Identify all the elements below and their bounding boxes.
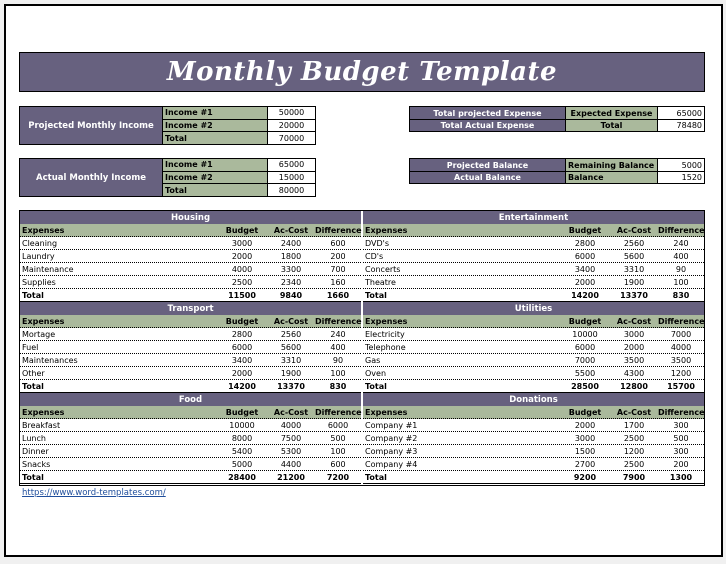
actual-cost-cell[interactable]: 2500 — [623, 459, 645, 469]
summary-name: Remaining Balance — [565, 159, 657, 171]
transport-table — [20, 302, 361, 393]
column-header-budget: Budget — [225, 225, 259, 235]
budget-cell[interactable]: 7000 — [574, 355, 596, 365]
column-header-difference: Difference — [315, 407, 362, 417]
total-actual-cost[interactable]: 7900 — [622, 472, 646, 482]
budget-cell[interactable]: 5500 — [574, 368, 596, 378]
actual-cost-cell[interactable]: 2500 — [623, 433, 645, 443]
budget-cell[interactable]: 3400 — [574, 264, 596, 274]
column-header-difference: Difference — [658, 316, 705, 326]
budget-cell[interactable]: 3400 — [231, 355, 253, 365]
income-name: Total — [162, 132, 267, 144]
table-header-row — [363, 406, 704, 419]
actual-cost-cell[interactable]: 7500 — [280, 433, 302, 443]
budget-cell[interactable]: 2000 — [574, 420, 596, 430]
expense-name[interactable]: Snacks — [22, 459, 51, 469]
actual-cost-cell[interactable]: 4300 — [623, 368, 645, 378]
total-actual-cost[interactable]: 12800 — [620, 381, 648, 391]
budget-cell[interactable]: 6000 — [574, 251, 596, 261]
total-label: Total — [365, 290, 387, 300]
summary-name: Expected Expense — [565, 107, 657, 119]
difference-cell[interactable]: 4000 — [670, 342, 692, 352]
budget-cell[interactable]: 4000 — [231, 264, 253, 274]
table-title: Entertainment — [363, 211, 704, 224]
income-row — [162, 119, 315, 132]
total-difference[interactable]: 830 — [672, 290, 690, 300]
table-row — [363, 445, 704, 458]
table-total-row — [20, 380, 361, 393]
actual-cost-cell[interactable]: 2340 — [280, 277, 302, 287]
column-header-difference: Difference — [315, 316, 362, 326]
difference-cell[interactable]: 600 — [330, 459, 346, 469]
actual-cost-cell[interactable]: 1900 — [280, 368, 302, 378]
budget-cell[interactable]: 10000 — [572, 329, 598, 339]
expense-name[interactable]: Maintenance — [22, 264, 74, 274]
difference-cell[interactable]: 100 — [673, 277, 689, 287]
income-name: Income #1 — [162, 159, 267, 171]
income-row — [162, 171, 315, 184]
column-header-difference: Difference — [658, 225, 705, 235]
expense-name[interactable]: Other — [22, 368, 45, 378]
actual-cost-cell[interactable]: 4400 — [280, 459, 302, 469]
column-header-actual: Ac-Cost — [616, 407, 652, 417]
income-total-value[interactable]: 70000 — [267, 132, 315, 144]
expense-name[interactable]: Laundry — [22, 251, 55, 261]
income-value[interactable]: 65000 — [267, 159, 315, 171]
expense-column-left — [20, 211, 361, 485]
difference-cell[interactable]: 7000 — [670, 329, 692, 339]
difference-cell[interactable]: 100 — [330, 446, 346, 456]
column-header-budget: Budget — [225, 407, 259, 417]
food-table — [20, 393, 361, 484]
balance-summary-block — [409, 158, 705, 184]
column-header-expenses: Expenses — [22, 407, 65, 417]
income-total-row — [162, 131, 315, 144]
budget-cell[interactable]: 2500 — [231, 277, 253, 287]
difference-cell[interactable]: 300 — [673, 446, 689, 456]
total-budget[interactable]: 28400 — [228, 472, 256, 482]
summary-row — [410, 171, 704, 183]
difference-cell[interactable]: 300 — [673, 420, 689, 430]
summary-value[interactable]: 65000 — [657, 107, 704, 119]
table-row — [20, 237, 361, 250]
table-title: Housing — [20, 211, 361, 224]
budget-cell[interactable]: 2000 — [231, 368, 253, 378]
actual-income-label: Actual Monthly Income — [20, 159, 162, 196]
total-difference[interactable]: 830 — [329, 381, 347, 391]
actual-cost-cell[interactable]: 3300 — [280, 264, 302, 274]
summary-row — [410, 107, 704, 119]
column-header-budget: Budget — [568, 316, 602, 326]
total-budget[interactable]: 9200 — [573, 472, 597, 482]
table-row — [20, 341, 361, 354]
budget-cell[interactable]: 10000 — [229, 420, 255, 430]
summary-value[interactable]: 5000 — [657, 159, 704, 171]
column-header-expenses: Expenses — [365, 316, 408, 326]
summary-name: Total — [565, 120, 657, 131]
difference-cell[interactable]: 200 — [330, 251, 346, 261]
total-budget[interactable]: 14200 — [228, 381, 256, 391]
actual-cost-cell[interactable]: 5300 — [280, 446, 302, 456]
total-difference[interactable]: 1660 — [326, 290, 350, 300]
table-row — [363, 354, 704, 367]
difference-cell[interactable]: 90 — [332, 355, 344, 365]
actual-cost-cell[interactable]: 4000 — [280, 420, 302, 430]
expense-name[interactable]: Company #2 — [365, 433, 418, 443]
difference-cell[interactable]: 6000 — [327, 420, 349, 430]
column-header-actual: Ac-Cost — [273, 316, 309, 326]
table-row — [363, 419, 704, 432]
difference-cell[interactable]: 400 — [673, 251, 689, 261]
column-header-expenses: Expenses — [22, 316, 65, 326]
difference-cell[interactable]: 600 — [330, 238, 346, 248]
actual-cost-cell[interactable]: 3310 — [623, 264, 645, 274]
actual-income-block — [19, 158, 316, 197]
income-name: Income #2 — [162, 120, 267, 132]
budget-cell[interactable]: 6000 — [574, 342, 596, 352]
total-actual-cost[interactable]: 13370 — [620, 290, 648, 300]
summary-label: Total projected Expense — [410, 107, 565, 119]
difference-cell[interactable]: 240 — [330, 329, 346, 339]
column-header-difference: Difference — [315, 225, 362, 235]
expense-name[interactable]: Oven — [365, 368, 387, 378]
summary-name: Balance — [565, 172, 657, 183]
income-name: Income #1 — [162, 107, 267, 119]
document-page — [4, 4, 723, 557]
table-row — [20, 432, 361, 445]
table-row — [20, 354, 361, 367]
difference-cell[interactable]: 240 — [673, 238, 689, 248]
expense-name[interactable]: Gas — [365, 355, 381, 365]
total-actual-cost[interactable]: 9840 — [279, 290, 303, 300]
total-difference[interactable]: 7200 — [326, 472, 350, 482]
budget-cell[interactable]: 2000 — [574, 277, 596, 287]
expense-name[interactable]: Company #3 — [365, 446, 418, 456]
actual-cost-cell[interactable]: 5600 — [280, 342, 302, 352]
footer-link[interactable]: https://www.word-templates.com/ — [22, 488, 166, 498]
actual-cost-cell[interactable]: 1800 — [280, 251, 302, 261]
expense-name[interactable]: Supplies — [22, 277, 56, 287]
total-budget[interactable]: 11500 — [228, 290, 256, 300]
table-total-row — [363, 471, 704, 484]
table-row — [363, 263, 704, 276]
expense-name[interactable]: Maintenances — [22, 355, 78, 365]
column-header-actual: Ac-Cost — [273, 407, 309, 417]
income-value[interactable]: 50000 — [267, 107, 315, 119]
table-row — [363, 458, 704, 471]
expense-name[interactable]: Fuel — [22, 342, 39, 352]
table-title: Utilities — [363, 302, 704, 315]
budget-cell[interactable]: 3000 — [231, 238, 253, 248]
expense-summary-block — [409, 106, 705, 132]
table-header-row — [20, 224, 361, 237]
table-title: Donations — [363, 393, 704, 406]
budget-cell[interactable]: 5400 — [231, 446, 253, 456]
table-row — [363, 367, 704, 380]
total-budget[interactable]: 14200 — [571, 290, 599, 300]
expense-name[interactable]: Telephone — [365, 342, 406, 352]
utilities-table — [363, 302, 704, 393]
summary-label: Projected Balance — [410, 159, 565, 171]
table-row — [20, 328, 361, 341]
total-label: Total — [22, 381, 44, 391]
table-row — [363, 341, 704, 354]
table-row — [20, 367, 361, 380]
column-header-actual: Ac-Cost — [616, 316, 652, 326]
page-title: Monthly Budget Template — [166, 57, 558, 87]
summary-label: Total Actual Expense — [410, 120, 565, 131]
column-header-budget: Budget — [568, 407, 602, 417]
table-row — [363, 328, 704, 341]
actual-cost-cell[interactable]: 1200 — [623, 446, 645, 456]
expense-name[interactable]: Mortage — [22, 329, 56, 339]
actual-cost-cell[interactable]: 2560 — [623, 238, 645, 248]
budget-cell[interactable]: 2800 — [574, 238, 596, 248]
difference-cell[interactable]: 700 — [330, 264, 346, 274]
expense-name[interactable]: Lunch — [22, 433, 46, 443]
table-row — [363, 237, 704, 250]
table-total-row — [363, 380, 704, 393]
income-value[interactable]: 20000 — [267, 120, 315, 132]
expense-name[interactable]: DVD's — [365, 238, 390, 248]
entertainment-table — [363, 211, 704, 302]
expense-name[interactable]: Cleaning — [22, 238, 58, 248]
table-total-row — [20, 471, 361, 484]
expense-name[interactable]: Electricity — [365, 329, 405, 339]
total-label: Total — [22, 290, 44, 300]
table-total-row — [20, 289, 361, 302]
column-header-expenses: Expenses — [365, 407, 408, 417]
column-header-budget: Budget — [225, 316, 259, 326]
table-row — [363, 276, 704, 289]
table-header-row — [363, 315, 704, 328]
summary-value[interactable]: 78480 — [657, 120, 704, 131]
budget-cell[interactable]: 2700 — [574, 459, 596, 469]
difference-cell[interactable]: 500 — [330, 433, 346, 443]
income-name: Total — [162, 184, 267, 196]
table-row — [20, 263, 361, 276]
actual-cost-cell[interactable]: 1900 — [623, 277, 645, 287]
summary-label: Actual Balance — [410, 172, 565, 183]
total-actual-cost[interactable]: 13370 — [277, 381, 305, 391]
summary-row — [410, 159, 704, 171]
budget-cell[interactable]: 5000 — [231, 459, 253, 469]
table-header-row — [20, 406, 361, 419]
title-banner — [19, 52, 705, 92]
table-row — [20, 445, 361, 458]
actual-cost-cell[interactable]: 2400 — [280, 238, 302, 248]
income-row — [162, 107, 315, 119]
column-header-expenses: Expenses — [22, 225, 65, 235]
table-title: Transport — [20, 302, 361, 315]
expense-name[interactable]: Company #4 — [365, 459, 418, 469]
difference-cell[interactable]: 500 — [673, 433, 689, 443]
difference-cell[interactable]: 90 — [675, 264, 687, 274]
total-label: Total — [365, 472, 387, 482]
expense-name[interactable]: Theatre — [365, 277, 396, 287]
expense-name[interactable]: Breakfast — [22, 420, 61, 430]
actual-cost-cell[interactable]: 2000 — [623, 342, 645, 352]
income-value[interactable]: 15000 — [267, 172, 315, 184]
table-total-row — [363, 289, 704, 302]
donations-table — [363, 393, 704, 484]
actual-cost-cell[interactable]: 1700 — [623, 420, 645, 430]
income-row — [162, 159, 315, 171]
difference-cell[interactable]: 100 — [330, 368, 346, 378]
table-row — [20, 419, 361, 432]
budget-cell[interactable]: 1500 — [574, 446, 596, 456]
projected-income-block — [19, 106, 316, 145]
table-title: Food — [20, 393, 361, 406]
budget-cell[interactable]: 2800 — [231, 329, 253, 339]
summary-row — [410, 119, 704, 131]
difference-cell[interactable]: 1200 — [670, 368, 692, 378]
expense-name[interactable]: CD's — [365, 251, 384, 261]
income-total-row — [162, 183, 315, 196]
budget-cell[interactable]: 6000 — [231, 342, 253, 352]
table-row — [363, 250, 704, 263]
difference-cell[interactable]: 3500 — [670, 355, 692, 365]
expense-name[interactable]: Dinner — [22, 446, 49, 456]
budget-cell[interactable]: 2000 — [231, 251, 253, 261]
total-label: Total — [365, 381, 387, 391]
budget-cell[interactable]: 3000 — [574, 433, 596, 443]
table-row — [20, 250, 361, 263]
total-actual-cost[interactable]: 21200 — [277, 472, 305, 482]
column-header-actual: Ac-Cost — [616, 225, 652, 235]
table-header-row — [363, 224, 704, 237]
total-difference[interactable]: 1300 — [669, 472, 693, 482]
income-total-value[interactable]: 80000 — [267, 184, 315, 196]
expense-name[interactable]: Concerts — [365, 264, 401, 274]
actual-cost-cell[interactable]: 5600 — [623, 251, 645, 261]
income-name: Income #2 — [162, 172, 267, 184]
summary-value[interactable]: 1520 — [657, 172, 704, 183]
housing-table — [20, 211, 361, 302]
table-row — [20, 276, 361, 289]
column-header-difference: Difference — [658, 407, 705, 417]
actual-cost-cell[interactable]: 3310 — [280, 355, 302, 365]
column-header-actual: Ac-Cost — [273, 225, 309, 235]
total-budget[interactable]: 28500 — [571, 381, 599, 391]
projected-income-label: Projected Monthly Income — [20, 107, 162, 144]
column-header-expenses: Expenses — [365, 225, 408, 235]
difference-cell[interactable]: 200 — [673, 459, 689, 469]
actual-cost-cell[interactable]: 3000 — [623, 329, 645, 339]
column-header-budget: Budget — [568, 225, 602, 235]
total-difference[interactable]: 15700 — [667, 381, 695, 391]
expense-column-right — [363, 211, 704, 485]
difference-cell[interactable]: 400 — [330, 342, 346, 352]
expense-name[interactable]: Company #1 — [365, 420, 418, 430]
actual-cost-cell[interactable]: 2560 — [280, 329, 302, 339]
expense-tables — [19, 210, 705, 486]
table-header-row — [20, 315, 361, 328]
table-row — [20, 458, 361, 471]
actual-cost-cell[interactable]: 3500 — [623, 355, 645, 365]
budget-cell[interactable]: 8000 — [231, 433, 253, 443]
difference-cell[interactable]: 160 — [330, 277, 346, 287]
total-label: Total — [22, 472, 44, 482]
table-row — [363, 432, 704, 445]
